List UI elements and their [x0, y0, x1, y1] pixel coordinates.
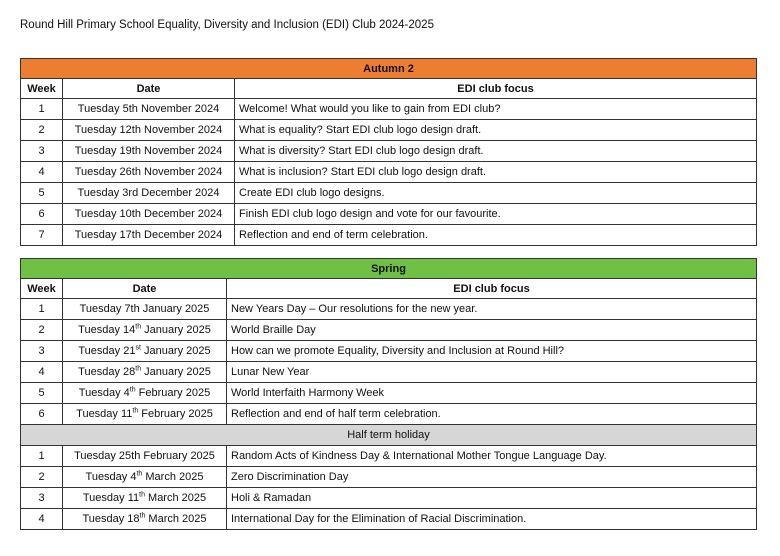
- date-cell: Tuesday 26th November 2024: [63, 162, 235, 183]
- focus-cell: New Years Day – Our resolutions for the new year.: [227, 299, 757, 320]
- date-cell: [63, 320, 227, 341]
- week-cell: 4: [21, 362, 63, 383]
- week-cell: 6: [21, 404, 63, 425]
- table-row: [21, 362, 757, 383]
- table-row: [21, 183, 757, 204]
- table-row: [21, 204, 757, 225]
- date-cell: Tuesday 19th November 2024: [63, 141, 235, 162]
- focus-header: EDI club focus: [227, 279, 757, 299]
- date-cell: [63, 467, 227, 488]
- date-cell: [63, 509, 227, 530]
- week-cell: 4: [21, 509, 63, 530]
- date-ordinal: th: [129, 386, 136, 394]
- date-text-rest: February 2025: [138, 408, 213, 420]
- date-header: Date: [63, 279, 227, 299]
- focus-cell: Reflection and end of half term celebration.: [227, 404, 757, 425]
- focus-cell: Lunar New Year: [227, 362, 757, 383]
- table-row: [21, 341, 757, 362]
- date-text: Tuesday 21: [78, 345, 136, 357]
- week-cell: 2: [21, 467, 63, 488]
- date-text-rest: March 2025: [145, 513, 207, 525]
- week-cell: 5: [21, 183, 63, 204]
- table-row: [21, 162, 757, 183]
- week-cell: 2: [21, 120, 63, 141]
- week-header: Week: [21, 79, 63, 99]
- date-cell: Tuesday 12th November 2024: [63, 120, 235, 141]
- date-ordinal: st: [135, 344, 141, 352]
- focus-cell: Welcome! What would you like to gain from EDI club?: [235, 99, 757, 120]
- table-row: [21, 488, 757, 509]
- half-term-holiday-row: [21, 425, 757, 446]
- date-cell: Tuesday 17th December 2024: [63, 225, 235, 246]
- date-cell: [63, 341, 227, 362]
- date-text: Tuesday 28: [78, 366, 136, 378]
- focus-cell: World Interfaith Harmony Week: [227, 383, 757, 404]
- table-row: [21, 299, 757, 320]
- week-cell: 3: [21, 141, 63, 162]
- spring-term-banner: [21, 259, 757, 279]
- focus-cell: International Day for the Elimination of Racial Discrimination.: [227, 509, 757, 530]
- table-row: [21, 383, 757, 404]
- spring-header-row: [21, 279, 757, 299]
- date-header: Date: [63, 79, 235, 99]
- date-text: Tuesday 11: [82, 492, 140, 504]
- focus-cell: Finish EDI club logo design and vote for our favourite.: [235, 204, 757, 225]
- date-text-rest: March 2025: [144, 492, 207, 504]
- week-cell: 4: [21, 162, 63, 183]
- half-term-holiday-label: Half term holiday: [21, 425, 757, 446]
- date-cell: Tuesday 10th December 2024: [63, 204, 235, 225]
- date-cell: [63, 362, 227, 383]
- focus-cell: What is equality? Start EDI club logo design draft.: [235, 120, 757, 141]
- table-row: [21, 320, 757, 341]
- date-ordinal: th: [139, 512, 146, 520]
- week-cell: 6: [21, 204, 63, 225]
- date-text: Tuesday 4: [85, 471, 137, 483]
- date-cell: [63, 404, 227, 425]
- date-text-rest: January 2025: [141, 366, 211, 378]
- week-header: Week: [21, 279, 63, 299]
- date-ordinal: th: [139, 491, 145, 499]
- date-ordinal: th: [135, 365, 142, 373]
- date-cell: [63, 299, 227, 320]
- date-text-rest: January 2025: [140, 345, 211, 357]
- focus-cell: What is inclusion? Start EDI club logo design draft.: [235, 162, 757, 183]
- date-text: Tuesday 25th February 2025: [74, 450, 215, 462]
- focus-cell: Holi & Ramadan: [227, 488, 757, 509]
- week-cell: 5: [21, 383, 63, 404]
- date-text: Tuesday 14: [78, 324, 136, 336]
- table-row: [21, 509, 757, 530]
- date-text-rest: January 2025: [141, 324, 211, 336]
- focus-header: EDI club focus: [235, 79, 757, 99]
- table-row: [21, 141, 757, 162]
- date-text: Tuesday 7th January 2025: [79, 303, 210, 315]
- date-text: Tuesday 18: [82, 513, 140, 525]
- week-cell: 3: [21, 341, 63, 362]
- table-row: [21, 446, 757, 467]
- date-cell: Tuesday 5th November 2024: [63, 99, 235, 120]
- date-cell: [63, 488, 227, 509]
- focus-cell: Zero Discrimination Day: [227, 467, 757, 488]
- spring-schedule-table: [20, 258, 757, 530]
- focus-cell: World Braille Day: [227, 320, 757, 341]
- autumn-header-row: [21, 79, 757, 99]
- document-title: Round Hill Primary School Equality, Diversity and Inclusion (EDI) Club 2024-2025: [20, 19, 434, 31]
- week-cell: 1: [21, 446, 63, 467]
- focus-cell: How can we promote Equality, Diversity and Inclusion at Round Hill?: [227, 341, 757, 362]
- table-row: [21, 99, 757, 120]
- table-row: [21, 225, 757, 246]
- table-row: [21, 467, 757, 488]
- focus-cell: Create EDI club logo designs.: [235, 183, 757, 204]
- week-cell: 1: [21, 299, 63, 320]
- focus-cell: Random Acts of Kindness Day & International Mother Tongue Language Day.: [227, 446, 757, 467]
- date-text-rest: February 2025: [135, 387, 211, 399]
- focus-cell: What is diversity? Start EDI club logo design draft.: [235, 141, 757, 162]
- week-cell: 1: [21, 99, 63, 120]
- week-cell: 2: [21, 320, 63, 341]
- date-cell: Tuesday 3rd December 2024: [63, 183, 235, 204]
- week-cell: 3: [21, 488, 63, 509]
- focus-cell: Reflection and end of term celebration.: [235, 225, 757, 246]
- date-text: Tuesday 4: [78, 387, 130, 399]
- date-cell: [63, 446, 227, 467]
- date-text: Tuesday 11: [76, 408, 133, 420]
- autumn-term-title: Autumn 2: [21, 59, 757, 79]
- week-cell: 7: [21, 225, 63, 246]
- table-row: [21, 120, 757, 141]
- date-ordinal: th: [135, 323, 142, 331]
- date-ordinal: th: [136, 470, 143, 478]
- autumn-schedule-table: [20, 58, 757, 246]
- autumn-term-banner: [21, 59, 757, 79]
- date-text-rest: March 2025: [142, 471, 204, 483]
- date-cell: [63, 383, 227, 404]
- spring-term-title: Spring: [21, 259, 757, 279]
- date-ordinal: th: [132, 407, 139, 415]
- table-row: [21, 404, 757, 425]
